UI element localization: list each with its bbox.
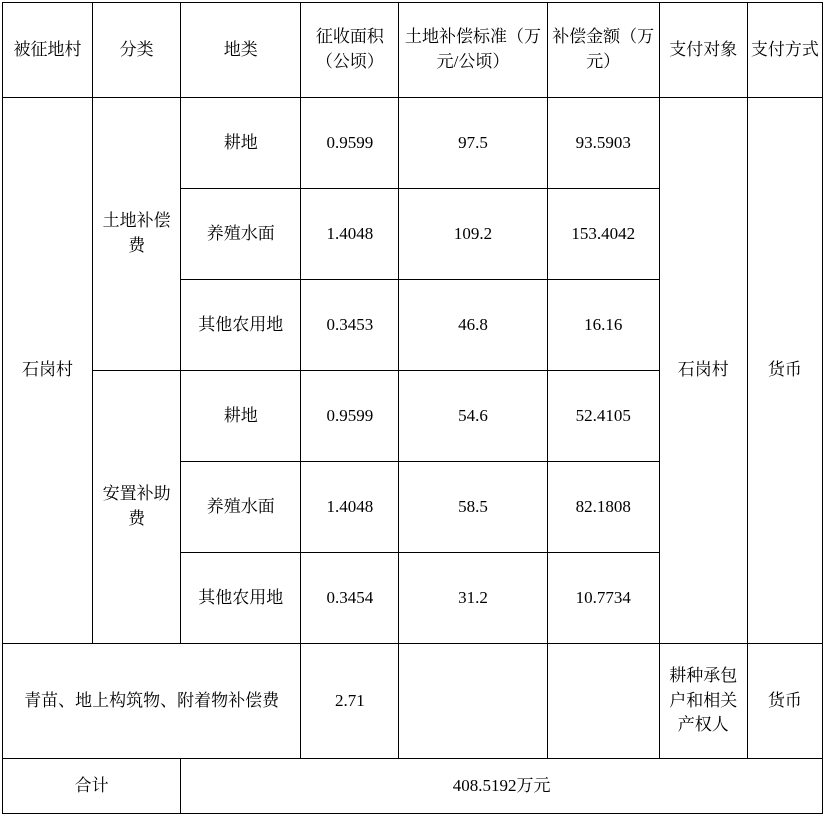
header-pay-method: 支付方式 [747,3,822,98]
cell-area: 0.9599 [301,371,399,462]
cell-special-pay-method: 货币 [747,644,822,759]
cell-land-type: 养殖水面 [181,189,301,280]
cell-standard: 31.2 [399,553,547,644]
header-category: 分类 [93,3,181,98]
header-village: 被征地村 [3,3,93,98]
cell-area: 0.9599 [301,98,399,189]
cell-area: 1.4048 [301,189,399,280]
compensation-table [2,2,823,814]
cell-village: 石岗村 [3,98,93,644]
table-row-total [3,759,823,814]
header-area: 征收面积（公顷） [301,3,399,98]
header-amount: 补偿金额（万元） [547,3,659,98]
cell-standard: 97.5 [399,98,547,189]
cell-amount: 52.4105 [547,371,659,462]
cell-land-type: 耕地 [181,98,301,189]
cell-amount: 10.7734 [547,553,659,644]
header-standard: 土地补偿标准（万元/公顷） [399,3,547,98]
cell-category-resettlement-subsidy: 安置补助费 [93,371,181,644]
cell-special-label: 青苗、地上构筑物、附着物补偿费 [3,644,301,759]
cell-standard: 54.6 [399,371,547,462]
cell-land-type: 其他农用地 [181,553,301,644]
cell-category-land-compensation: 土地补偿费 [93,98,181,371]
table-row-special [3,644,823,759]
cell-payee: 石岗村 [659,98,747,644]
table-header-row [3,3,823,98]
cell-amount: 153.4042 [547,189,659,280]
cell-special-payee: 耕种承包户和相关产权人 [659,644,747,759]
cell-area: 0.3454 [301,553,399,644]
cell-standard: 109.2 [399,189,547,280]
cell-area: 1.4048 [301,462,399,553]
cell-amount: 93.5903 [547,98,659,189]
cell-standard: 58.5 [399,462,547,553]
cell-standard: 46.8 [399,280,547,371]
cell-amount: 16.16 [547,280,659,371]
table-row [3,98,823,189]
cell-area: 0.3453 [301,280,399,371]
cell-special-blank-amount [547,644,659,759]
cell-land-type: 耕地 [181,371,301,462]
header-land-type: 地类 [181,3,301,98]
cell-land-type: 其他农用地 [181,280,301,371]
cell-total-label: 合计 [3,759,181,814]
cell-amount: 82.1808 [547,462,659,553]
cell-land-type: 养殖水面 [181,462,301,553]
cell-total-value: 408.5192万元 [181,759,823,814]
cell-special-amount: 2.71 [301,644,399,759]
cell-special-blank-standard [399,644,547,759]
cell-pay-method: 货币 [747,98,822,644]
compensation-table-page [0,2,825,795]
header-payee: 支付对象 [659,3,747,98]
